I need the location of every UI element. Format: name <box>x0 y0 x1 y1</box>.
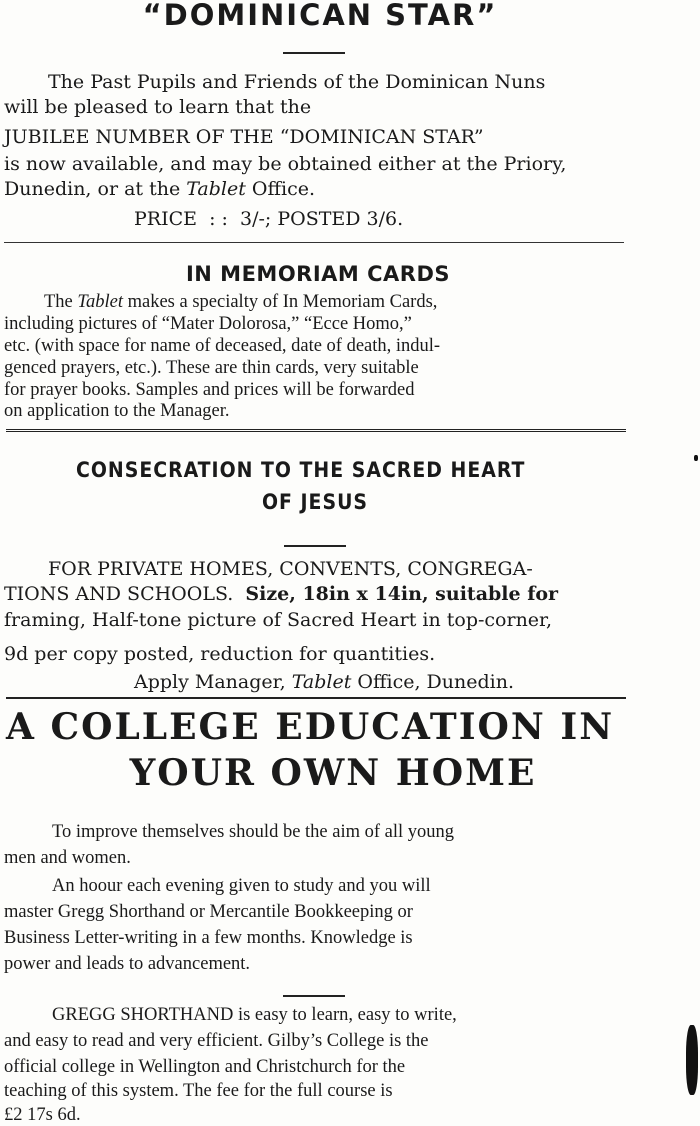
divider-1 <box>4 242 624 243</box>
college-p1-line-2: men and women. <box>4 848 131 868</box>
college-p2-line-1: An hoour each evening given to study and you will <box>52 876 431 896</box>
memoriam-line-4: genced prayers, etc.). These are thin cards, very suitable <box>4 358 419 378</box>
divider-3 <box>6 697 626 699</box>
college-p1-line-1: To improve themselves should be the aim of all young <box>52 822 455 842</box>
consecration-line-5: Apply Manager, Tablet Office, Dunedin. <box>134 671 515 693</box>
memoriam-line-3: etc. (with space for name of deceased, date of death, indul- <box>4 336 441 356</box>
consecration-title-line-2: OF JESUS <box>261 490 369 514</box>
scan-artifact <box>686 1025 698 1095</box>
dominican-line-1: The Past Pupils and Friends of the Dominican Nuns <box>48 71 546 93</box>
dominican-price: PRICE : : 3/-; POSTED 3/6. <box>134 208 404 230</box>
memoriam-title: IN MEMORIAM CARDS <box>185 262 451 286</box>
divider-2 <box>6 429 626 432</box>
college-p2-line-3: Business Letter-writing in a few months. Knowledge is <box>4 928 413 948</box>
memoriam-line-2: including pictures of “Mater Dolorosa,” “Ecce Homo,” <box>4 314 412 334</box>
consecration-line-1: FOR PRIVATE HOMES, CONVENTS, CONGREGA- <box>48 558 533 580</box>
dominican-line-3: JUBILEE NUMBER OF THE “DOMINICAN STAR” <box>4 126 484 148</box>
college-p3-line-5: £2 17s 6d. <box>4 1105 81 1125</box>
college-p3-line-2: and easy to read and very efficient. Gilby’s College is the <box>4 1031 429 1051</box>
memoriam-line-6: on application to the Manager. <box>4 401 230 421</box>
dominican-line-4: is now available, and may be obtained either at the Priory, <box>4 153 567 175</box>
consecration-line-2: TIONS AND SCHOOLS. Size, 18in x 14in, suitable for <box>4 583 559 605</box>
dominican-short-rule <box>283 52 345 54</box>
college-p3-line-1: GREGG SHORTHAND is easy to learn, easy to write, <box>52 1005 457 1025</box>
consecration-line-3: framing, Half-tone picture of Sacred Heart in top-corner, <box>4 609 553 631</box>
dominican-star-title: “DOMINICAN STAR” <box>142 0 498 32</box>
scan-artifact-dot <box>694 455 698 461</box>
college-p2-line-2: master Gregg Shorthand or Mercantile Bookkeeping or <box>4 902 413 922</box>
college-title-line-1: A COLLEGE EDUCATION IN <box>6 706 615 748</box>
college-title-line-2: YOUR OWN HOME <box>129 752 537 794</box>
consecration-line-4: 9d per copy posted, reduction for quantities. <box>4 643 436 665</box>
consecration-title-line-1: CONSECRATION TO THE SACRED HEART <box>76 458 526 482</box>
college-p3-line-3: official college in Wellington and Christchurch for the <box>4 1057 406 1077</box>
dominican-line-5: Dunedin, or at the Tablet Office. <box>4 178 316 200</box>
memoriam-line-1: The Tablet makes a specialty of In Memoriam Cards, <box>44 292 438 312</box>
college-p2-line-4: power and leads to advancement. <box>4 954 251 974</box>
college-short-rule <box>283 995 345 997</box>
consecration-short-rule <box>284 545 346 547</box>
college-p3-line-4: teaching of this system. The fee for the full course is <box>4 1081 393 1101</box>
memoriam-line-5: for prayer books. Samples and prices will be forwarded <box>4 380 415 400</box>
dominican-line-2: will be pleased to learn that the <box>4 96 312 118</box>
